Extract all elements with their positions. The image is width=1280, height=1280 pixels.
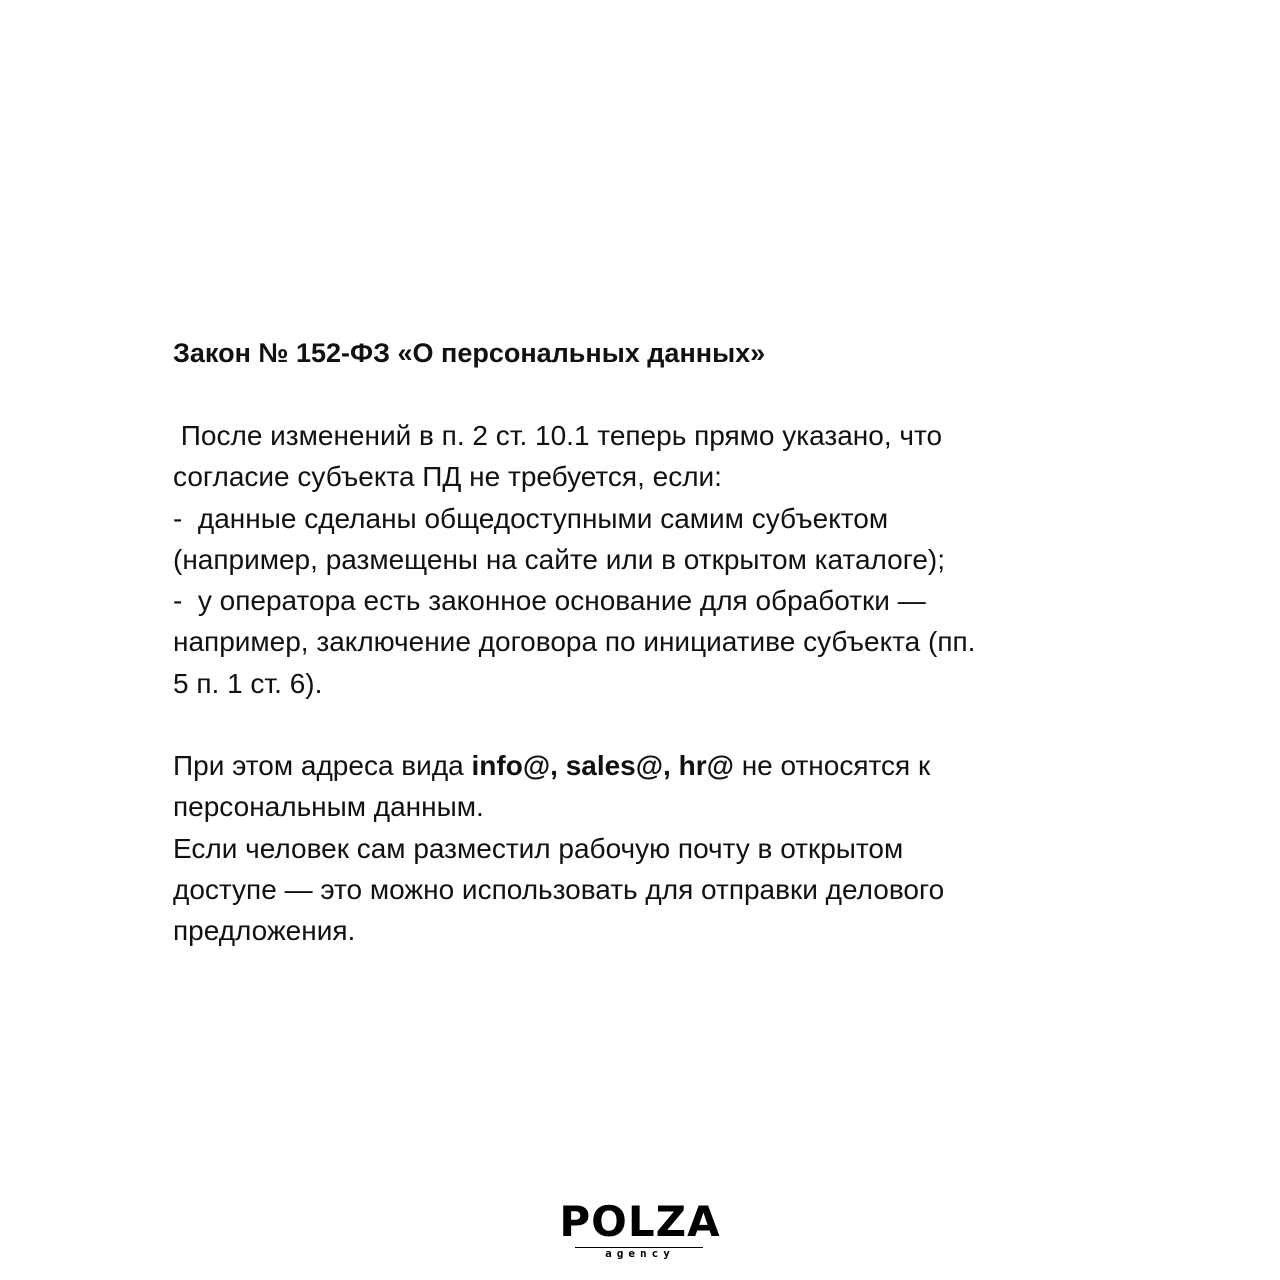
text-line: предложения. bbox=[173, 915, 356, 947]
spacer bbox=[173, 704, 1113, 745]
text-line: После изменений в п. 2 ст. 10.1 теперь прямо указано, что bbox=[173, 420, 943, 451]
email-examples: info@, sales@, hr@ bbox=[471, 750, 734, 782]
text-line: - данные сделаны общедоступными самим субъектом bbox=[173, 502, 889, 534]
paragraph-consent-exceptions bbox=[173, 415, 1113, 704]
text-line: Если человек сам разместил рабочую почту в открытом bbox=[173, 832, 904, 864]
text-line bbox=[173, 745, 1113, 786]
brand-logo bbox=[545, 1197, 735, 1262]
text-line: например, заключение договора по инициативе субъекта (пп. bbox=[173, 626, 976, 658]
text-line: согласие субъекта ПД не требуется, если: bbox=[173, 461, 722, 493]
text-line: доступе — это можно использовать для отправки делового bbox=[173, 873, 945, 905]
text-line: - у оператора есть законное основание для обработки — bbox=[173, 585, 926, 617]
document-body bbox=[173, 333, 1113, 952]
spacer bbox=[173, 374, 1113, 415]
logo-wordmark: POLZA bbox=[559, 1197, 721, 1246]
text-line: 5 п. 1 ст. 6). bbox=[173, 667, 323, 699]
text-line: (например, размещены на сайте или в открытом каталоге); bbox=[173, 543, 946, 575]
text-suffix: не относятся к bbox=[733, 750, 931, 782]
text-line: персональным данным. bbox=[173, 791, 484, 823]
paragraph-work-emails bbox=[173, 745, 1113, 951]
text-prefix: При этом адреса вида bbox=[173, 750, 472, 782]
logo-subtitle: agency bbox=[605, 1247, 675, 1260]
document-title: Закон № 152-ФЗ «О персональных данных» bbox=[173, 338, 766, 368]
